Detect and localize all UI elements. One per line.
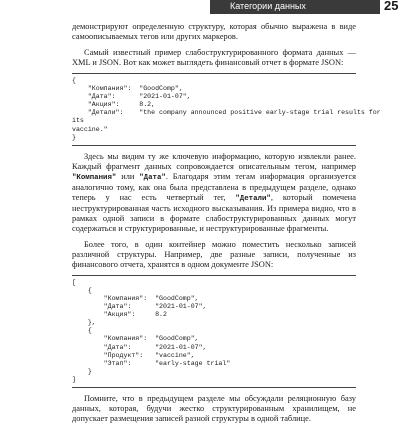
inline-code: "Детали" [235, 194, 271, 203]
paragraph-2: Самый известный пример слабоструктурированного формата данных — XML и JSON. Вот как может выглядеть финансовый отчет в формате JSON: [72, 48, 356, 67]
paragraph-3 [72, 152, 356, 234]
code-line: [ [72, 278, 76, 286]
code-line: "Компания": "GoodComp", [72, 335, 199, 343]
code-line: { [72, 286, 92, 294]
code-line: "Акция": 8.2, [72, 101, 156, 109]
code-line: vaccine." [72, 125, 108, 133]
inline-code: "Компания" [72, 173, 117, 182]
text-run: , который помечена неструктурированная часть исходного высказывания. Из примера видно, что в рамках одной записи в формате слабоструктурированных данных могут содержаться и структурированные, и неструктурированные фрагменты. [72, 192, 356, 233]
code-line: "Дата": "2021-01-07", [72, 343, 207, 351]
paragraph-4: Более того, в один контейнер можно поместить несколько записей различной структуры. Например, две разные записи, полученные из финансового отчета, хранятся в одном документе JSON: [72, 239, 356, 269]
code-line: { [72, 327, 92, 335]
code-line: "Этап": "early-stage trial" [72, 359, 231, 367]
paragraph-1: демонстрируют определенную структуру, которая обычно выражена в виде самоописываемых тегов или других маркеров. [72, 22, 356, 41]
code-line: }, [72, 319, 96, 327]
code-line: "Дата": "2021-01-07", [72, 303, 207, 311]
code-line: { [72, 77, 76, 84]
page-header [0, 0, 420, 14]
header-bar [210, 0, 380, 14]
paragraph-5: Помните, что в предыдущем разделе мы обсуждали реляционную базу данных, которая, будучи жестко структурированным хранилищем, не допускает размещения записей разной структуры в одной таблице. [72, 393, 356, 423]
text-run: Здесь мы видим ту же ключевую информацию, которую извлекли ранее. Каждый фрагмент данных сопровождается описательным тегом, например [72, 151, 356, 171]
code-line: "Акция": 8.2 [72, 311, 167, 319]
code-line: "Дата": "2021-01-07", [72, 93, 191, 101]
code-line: "Компания": "GoodComp", [72, 85, 183, 93]
code-line: "Детали": "the company announced positive early-stage trial results for [72, 109, 381, 117]
chapter-title: Категории данных [230, 1, 306, 11]
page-body [72, 22, 381, 424]
code-block-json-1 [72, 73, 381, 146]
text-run: . Благодаря этим тегам информация организуется аналогично тому, как она была представлена в предыдущем разделе, однако теперь у нас есть четвертый тег, [72, 171, 356, 202]
page-number: 25 [384, 0, 399, 13]
code-line: "Продукт": "vaccine", [72, 351, 195, 359]
code-line: "Компания": "GoodComp", [72, 294, 199, 302]
code-line: } [72, 367, 92, 375]
inline-code: "Дата" [139, 173, 166, 182]
text-run: или [116, 171, 140, 181]
code-line: } [72, 133, 76, 141]
code-block-json-2 [72, 275, 356, 388]
code-line: ] [72, 375, 76, 383]
code-line: its [72, 117, 84, 125]
